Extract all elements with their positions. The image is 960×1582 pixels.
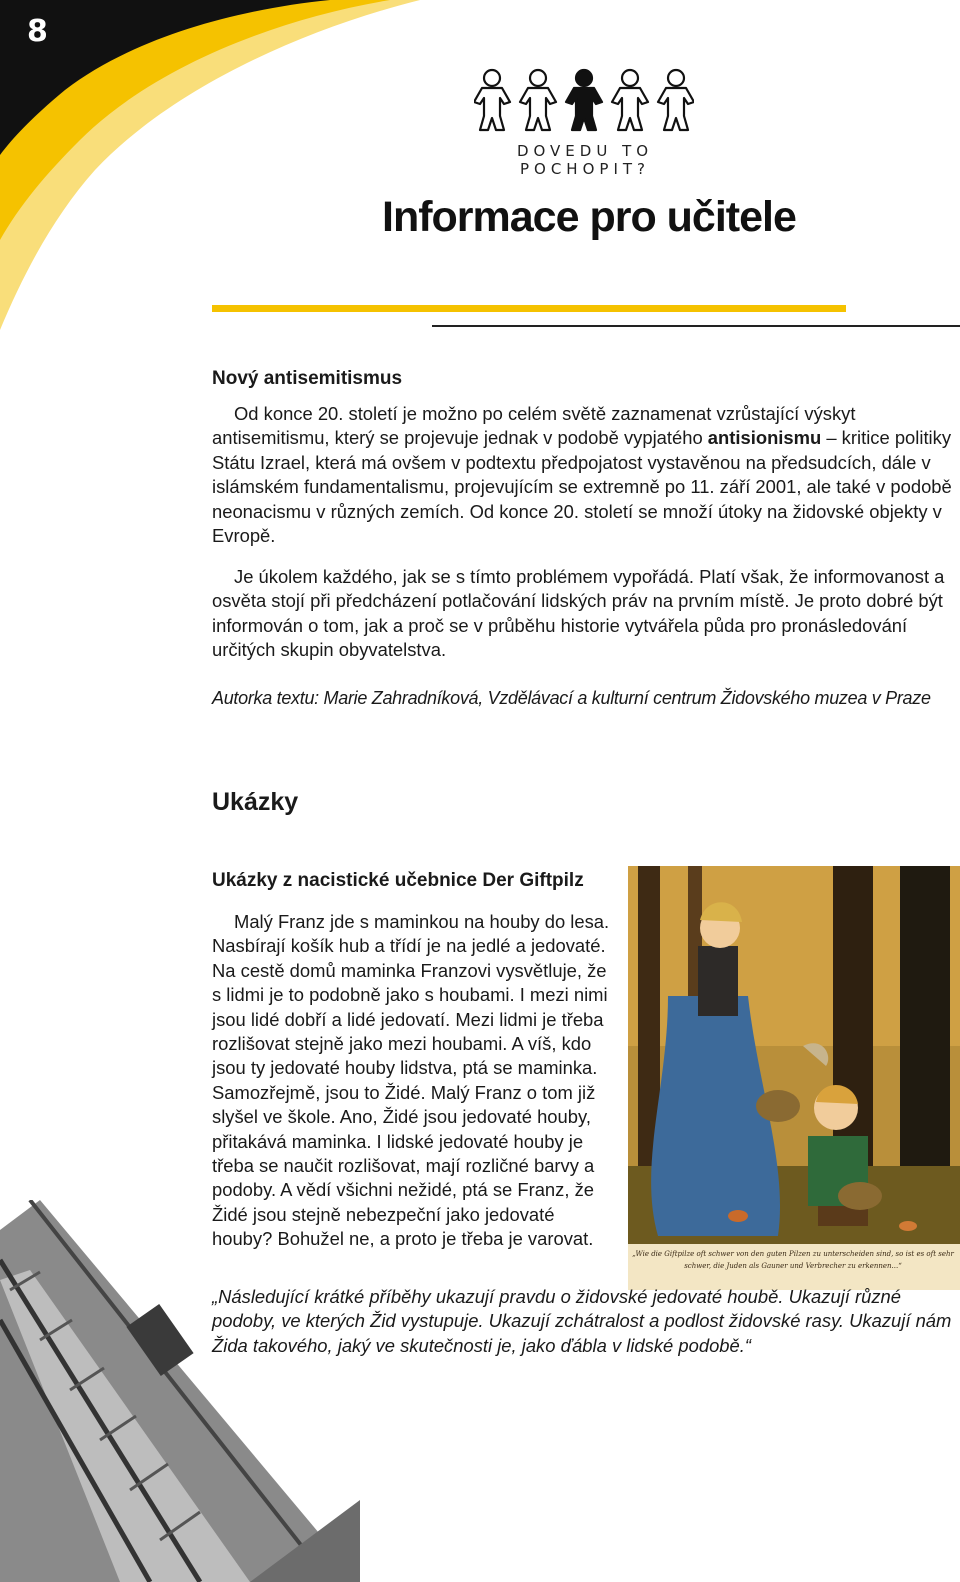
paper-chain-people-icon (474, 66, 694, 138)
page-number: 8 (27, 14, 48, 49)
section-heading-new-antisemitism: Nový antisemitismus (212, 368, 403, 389)
section-heading-examples: Ukázky (212, 788, 299, 816)
yellow-divider (212, 305, 846, 312)
paragraph-information: Je úkolem každého, jak se s tímto problémem vypořádá. Platí však, že informovanost a osvěta stojí při předcházení potlačování lidských práv na prvním místě. Je proto dobré být informován o tom, jak a proč se v průběhu historie vytvářela půda pro pronásledování určitých skupin obyvatelstva. (212, 566, 945, 661)
author-credit: Autorka textu: Marie Zahradníková, Vzdělávací a kulturní centrum Židovského muzea v Praze (212, 688, 931, 708)
paragraph-intro: Od konce 20. století je možno po celém světě zaznamenat vzrůstající výskyt antisemitismu, který se projevuje jednak v podobě vypjatého antisionismu – kritice politiky Státu Izrael, která má ovšem v podtextu předpojatost vystavěnou na předsudcích, dále v islámském fundamentalismu, projevujícím se extremně po 11. září 2001, ale také v podobě neonacismu v různých zemích. Od konce 20. století se množí útoky na židovské objekty v Evropě. (212, 403, 952, 547)
paragraph-story: Malý Franz jde s maminkou na houby do lesa. Nasbírají košík hub a třídí je na jedlé a jedovaté. Na cestě domů maminka Franzovi vysvětluje, že s lidmi je to podobně jako s houbami. I mezi nimi jsou lidé dobří a lidé jedovatí. Mezi lidmi je třeba rozlišovat stejně jako mezi houbami. A víš, kdo jsou ty jedovaté houby lidstva, ptá se maminka. Samozřejmě, jsou to Židé. Malý Franz o tom již slyšel ve škole. Ano, Židé jsou jedovaté houby, přitakává maminka. I lidské jedovaté houby je třeba se naučit rozlišovat, mají rozličné barvy a podoby. A vědí všichni nežidé, ptá se Franz, že Židé jsou stejně nebezpeční jako jedovaté houby? Bohužel ne, a proto je třeba je varovat. (212, 911, 610, 1250)
book-quote: „Následující krátké příběhy ukazují pravdu o židovské jedovaté houbě. Ukazují různé podoby, ve kterých Žid vystupuje. Ukazují zchátralost a podlost židovské rasy. Ukazují nám Žida takového, jaký ve skutečnosti je, jako ďábla v lidské podobě.“ (212, 1286, 952, 1356)
black-divider (432, 325, 960, 327)
logo-tagline: DOVEDU TO POCHOPIT? (516, 142, 654, 178)
giftpilz-illustration (628, 866, 960, 1290)
bold-term: antisionismu (707, 427, 822, 449)
page-title: Informace pro učitele (382, 193, 796, 241)
corner-swoosh-decoration (0, 0, 420, 340)
subheading-giftpilz: Ukázky z nacistické učebnice Der Giftpilz (212, 870, 584, 891)
railway-tracks-photo (0, 1200, 360, 1582)
illustration-caption: „Wie die Giftpilze oft schwer von den guten Pilzen zu unterscheiden sind, so ist es oft sehr schwer, die Juden als Gauner und Verbrecher zu erkennen...“ (632, 1250, 954, 1270)
